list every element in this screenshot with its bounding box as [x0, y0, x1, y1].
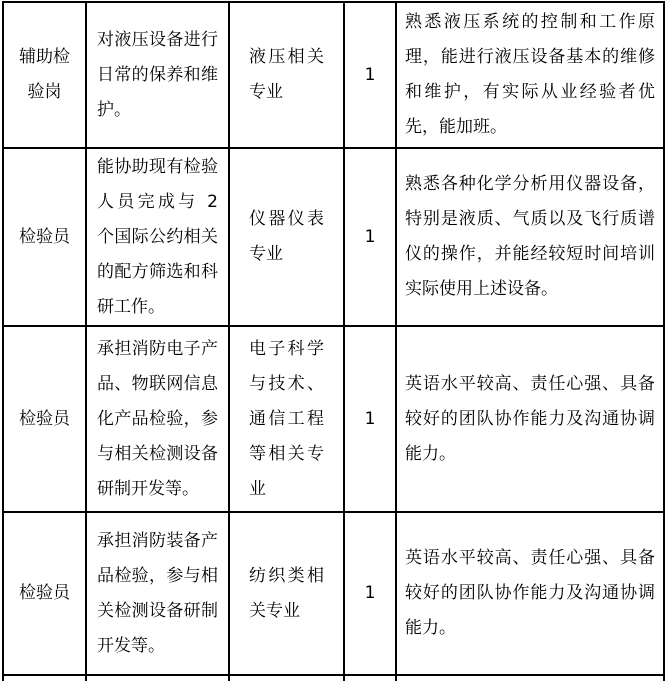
duties-cell: 承担消防电子产品、物联网信息化产品检验，参与相关检测设备研制开发等。 — [86, 326, 229, 512]
requirements-cell: 熟悉液压系统的控制和工作原理，能进行液压设备基本的维修和维护，有实际从业经验者优先，能加班。 — [396, 2, 664, 148]
table-row — [3, 326, 664, 512]
position-cell: 检验员 — [3, 148, 86, 326]
headcount-cell: 1 — [344, 148, 396, 326]
table-row-partial — [3, 675, 664, 681]
requirements-cell: 英语水平较高、责任心强、具备较好的团队协作能力及沟通协调能力。 — [396, 512, 664, 675]
duties-cell: 承担消防装备产品检验，参与相关检测设备研制开发等。 — [86, 512, 229, 675]
empty-cell — [86, 675, 229, 681]
requirements-cell: 英语水平较高、责任心强、具备较好的团队协作能力及沟通协调能力。 — [396, 326, 664, 512]
duties-cell: 对液压设备进行日常的保养和维护。 — [86, 2, 229, 148]
position-cell: 辅助检验岗 — [3, 2, 86, 148]
major-cell: 电子科学与技术、通信工程等相关专业 — [229, 326, 344, 512]
headcount-cell: 1 — [344, 2, 396, 148]
requirements-cell: 熟悉各种化学分析用仪器设备，特别是液质、气质以及飞行质谱仪的操作，并能经较短时间培训实际使用上述设备。 — [396, 148, 664, 326]
empty-cell — [344, 675, 396, 681]
major-cell: 仪器仪表专业 — [229, 148, 344, 326]
table-row — [3, 148, 664, 326]
table-row — [3, 2, 664, 148]
empty-cell — [3, 675, 86, 681]
major-cell: 纺织类相关专业 — [229, 512, 344, 675]
empty-cell — [396, 675, 664, 681]
headcount-cell: 1 — [344, 326, 396, 512]
position-cell: 检验员 — [3, 326, 86, 512]
major-cell: 液压相关专业 — [229, 2, 344, 148]
recruitment-table — [2, 1, 665, 681]
position-cell: 检验员 — [3, 512, 86, 675]
headcount-cell: 1 — [344, 512, 396, 675]
duties-cell: 能协助现有检验人员完成与 2 个国际公约相关的配方筛选和科研工作。 — [86, 148, 229, 326]
table-row — [3, 512, 664, 675]
empty-cell — [229, 675, 344, 681]
